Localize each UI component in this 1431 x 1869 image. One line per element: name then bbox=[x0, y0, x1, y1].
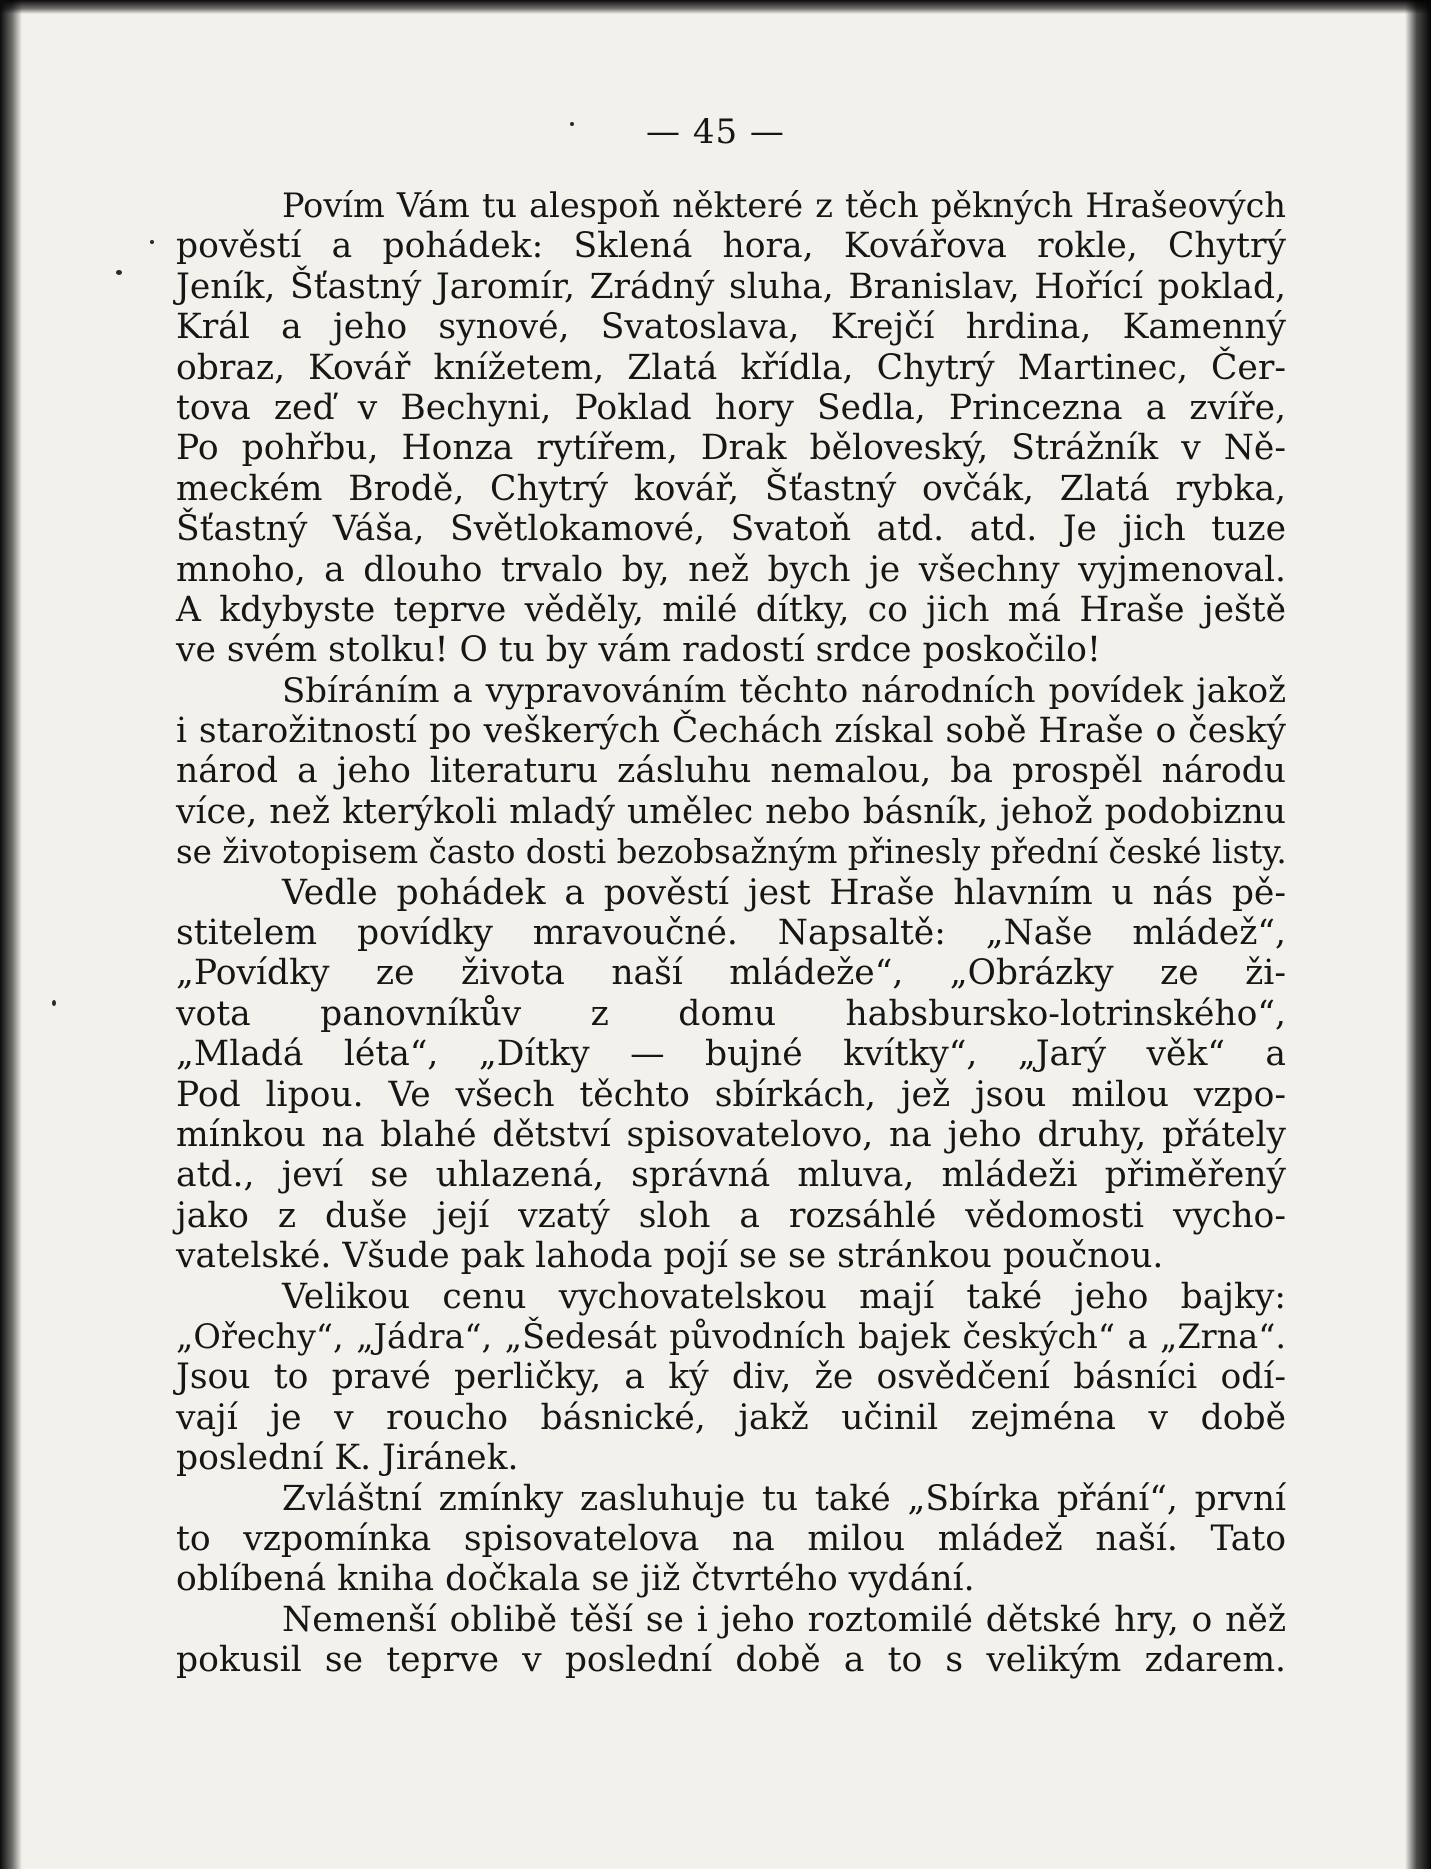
scan-speck bbox=[150, 240, 154, 244]
text-line: stitelem povídky mravoučné. Napsaltě: „Naše mládež“, bbox=[176, 913, 1286, 954]
paragraph bbox=[176, 1277, 1286, 1479]
text-line: Povím Vám tu alespoň některé z těch pěkných Hrašeových bbox=[282, 186, 1286, 225]
text-line: jako z duše její vzatý sloh a rozsáhlé vědomosti vycho- bbox=[176, 1195, 1286, 1236]
text-line: atd., jeví se uhlazená, správná mluva, mládeži přiměřený bbox=[176, 1155, 1286, 1196]
text-line: Po pohřbu, Honza rytířem, Drak běloveský, Strážník v Ně- bbox=[176, 428, 1286, 469]
text-line: meckém Brodě, Chytrý kovář, Šťastný ovčák, Zlatá rybka, bbox=[176, 468, 1286, 509]
text-line: Šťastný Váša, Světlokamové, Svatoň atd. atd. Je jich tuze bbox=[176, 509, 1286, 550]
scan-edge-left bbox=[0, 0, 22, 1869]
scan-speck bbox=[52, 1000, 56, 1006]
text-line: to vzpomínka spisovatelova na milou mládež naší. Tato bbox=[176, 1518, 1286, 1559]
text-line: Jsou to pravé perličky, a ký div, že osvědčení básníci odí- bbox=[176, 1357, 1286, 1398]
paragraph bbox=[176, 873, 1286, 1277]
text-line: „Mladá léta“, „Dítky — bujné kvítky“, „Jarý věk“ a bbox=[176, 1034, 1286, 1075]
text-line: pokusil se teprve v poslední době a to s velikým zdarem. bbox=[176, 1640, 1286, 1681]
paragraph bbox=[176, 186, 1286, 671]
scan-edge-right bbox=[1405, 0, 1431, 1869]
paragraph bbox=[176, 1600, 1286, 1681]
text-line: více, než kterýkoli mladý umělec nebo básník, jehož podobiznu bbox=[176, 791, 1286, 832]
text-line: i starožitností po veškerých Čechách získal sobě Hraše o český bbox=[176, 711, 1286, 752]
text-line: Zvláštní zmínky zasluhuje tu také „Sbírka přání“, první bbox=[282, 1478, 1286, 1519]
text-line: poslední K. Jiránek. bbox=[176, 1438, 519, 1479]
text-line: Sbíráním a vypravováním těchto národních povídek jakož bbox=[282, 670, 1286, 711]
text-line: Jeník, Šťastný Jaromír, Zrádný sluha, Branislav, Hořící poklad, bbox=[176, 266, 1286, 307]
text-line: pověstí a pohádek: Sklená hora, Kovářova rokle, Chytrý bbox=[176, 226, 1286, 267]
paragraph bbox=[176, 671, 1286, 873]
text-line: Král a jeho synové, Svatoslava, Krejčí hrdina, Kamenný bbox=[176, 307, 1286, 348]
text-line: oblíbená kniha dočkala se již čtvrtého vydání. bbox=[176, 1559, 975, 1600]
text-line: „Povídky ze života naší mládeže“, „Obrázky ze ži- bbox=[176, 953, 1286, 994]
text-line: vatelské. Všude pak lahoda pojí se se stránkou poučnou. bbox=[176, 1236, 1164, 1277]
text-line: ve svém stolku! O tu by vám radostí srdce poskočilo! bbox=[176, 630, 1101, 671]
text-line: mnoho, a dlouho trvalo by, než bych je všechny vyjmenoval. bbox=[176, 549, 1286, 590]
text-line: národ a jeho literaturu zásluhu nemalou, ba prospěl národu bbox=[176, 751, 1286, 792]
text-line: obraz, Kovář knížetem, Zlatá křídla, Chytrý Martinec, Čer- bbox=[176, 347, 1286, 388]
text-line: tova zeď v Bechyni, Poklad hory Sedla, Princezna a zvíře, bbox=[176, 387, 1286, 428]
text-line: Nemenší oblibě těší se i jeho roztomilé dětské hry, o něž bbox=[282, 1599, 1286, 1640]
scan-speck bbox=[116, 270, 122, 275]
text-line: se životopisem často dosti bezobsažným přinesly přední české listy. bbox=[176, 833, 1287, 872]
page-number: — 45 — bbox=[646, 112, 785, 152]
text-line: Velikou cenu vychovatelskou mají také jeho bajky: bbox=[282, 1276, 1286, 1317]
text-line: vají je v roucho básnické, jakž učinil zejména v době bbox=[176, 1397, 1286, 1438]
body-text bbox=[176, 186, 1286, 1680]
paragraph bbox=[176, 1479, 1286, 1600]
text-line: vota panovníkův z domu habsbursko-lotrinského“, bbox=[176, 993, 1286, 1034]
text-line: mínkou na blahé dětství spisovatelovo, na jeho druhy, přátely bbox=[176, 1114, 1286, 1155]
text-line: A kdybyste teprve věděly, milé dítky, co jich má Hraše ještě bbox=[176, 589, 1286, 630]
scan-edge-top bbox=[0, 0, 1431, 14]
text-line: Pod lipou. Ve všech těchto sbírkách, jež jsou milou vzpo- bbox=[176, 1074, 1286, 1115]
text-line: Vedle pohádek a pověstí jest Hraše hlavním u nás pě- bbox=[282, 872, 1286, 913]
text-line: „Ořechy“, „Jádra“, „Šedesát původních bajek českých“ a „Zrna“. bbox=[176, 1316, 1286, 1356]
